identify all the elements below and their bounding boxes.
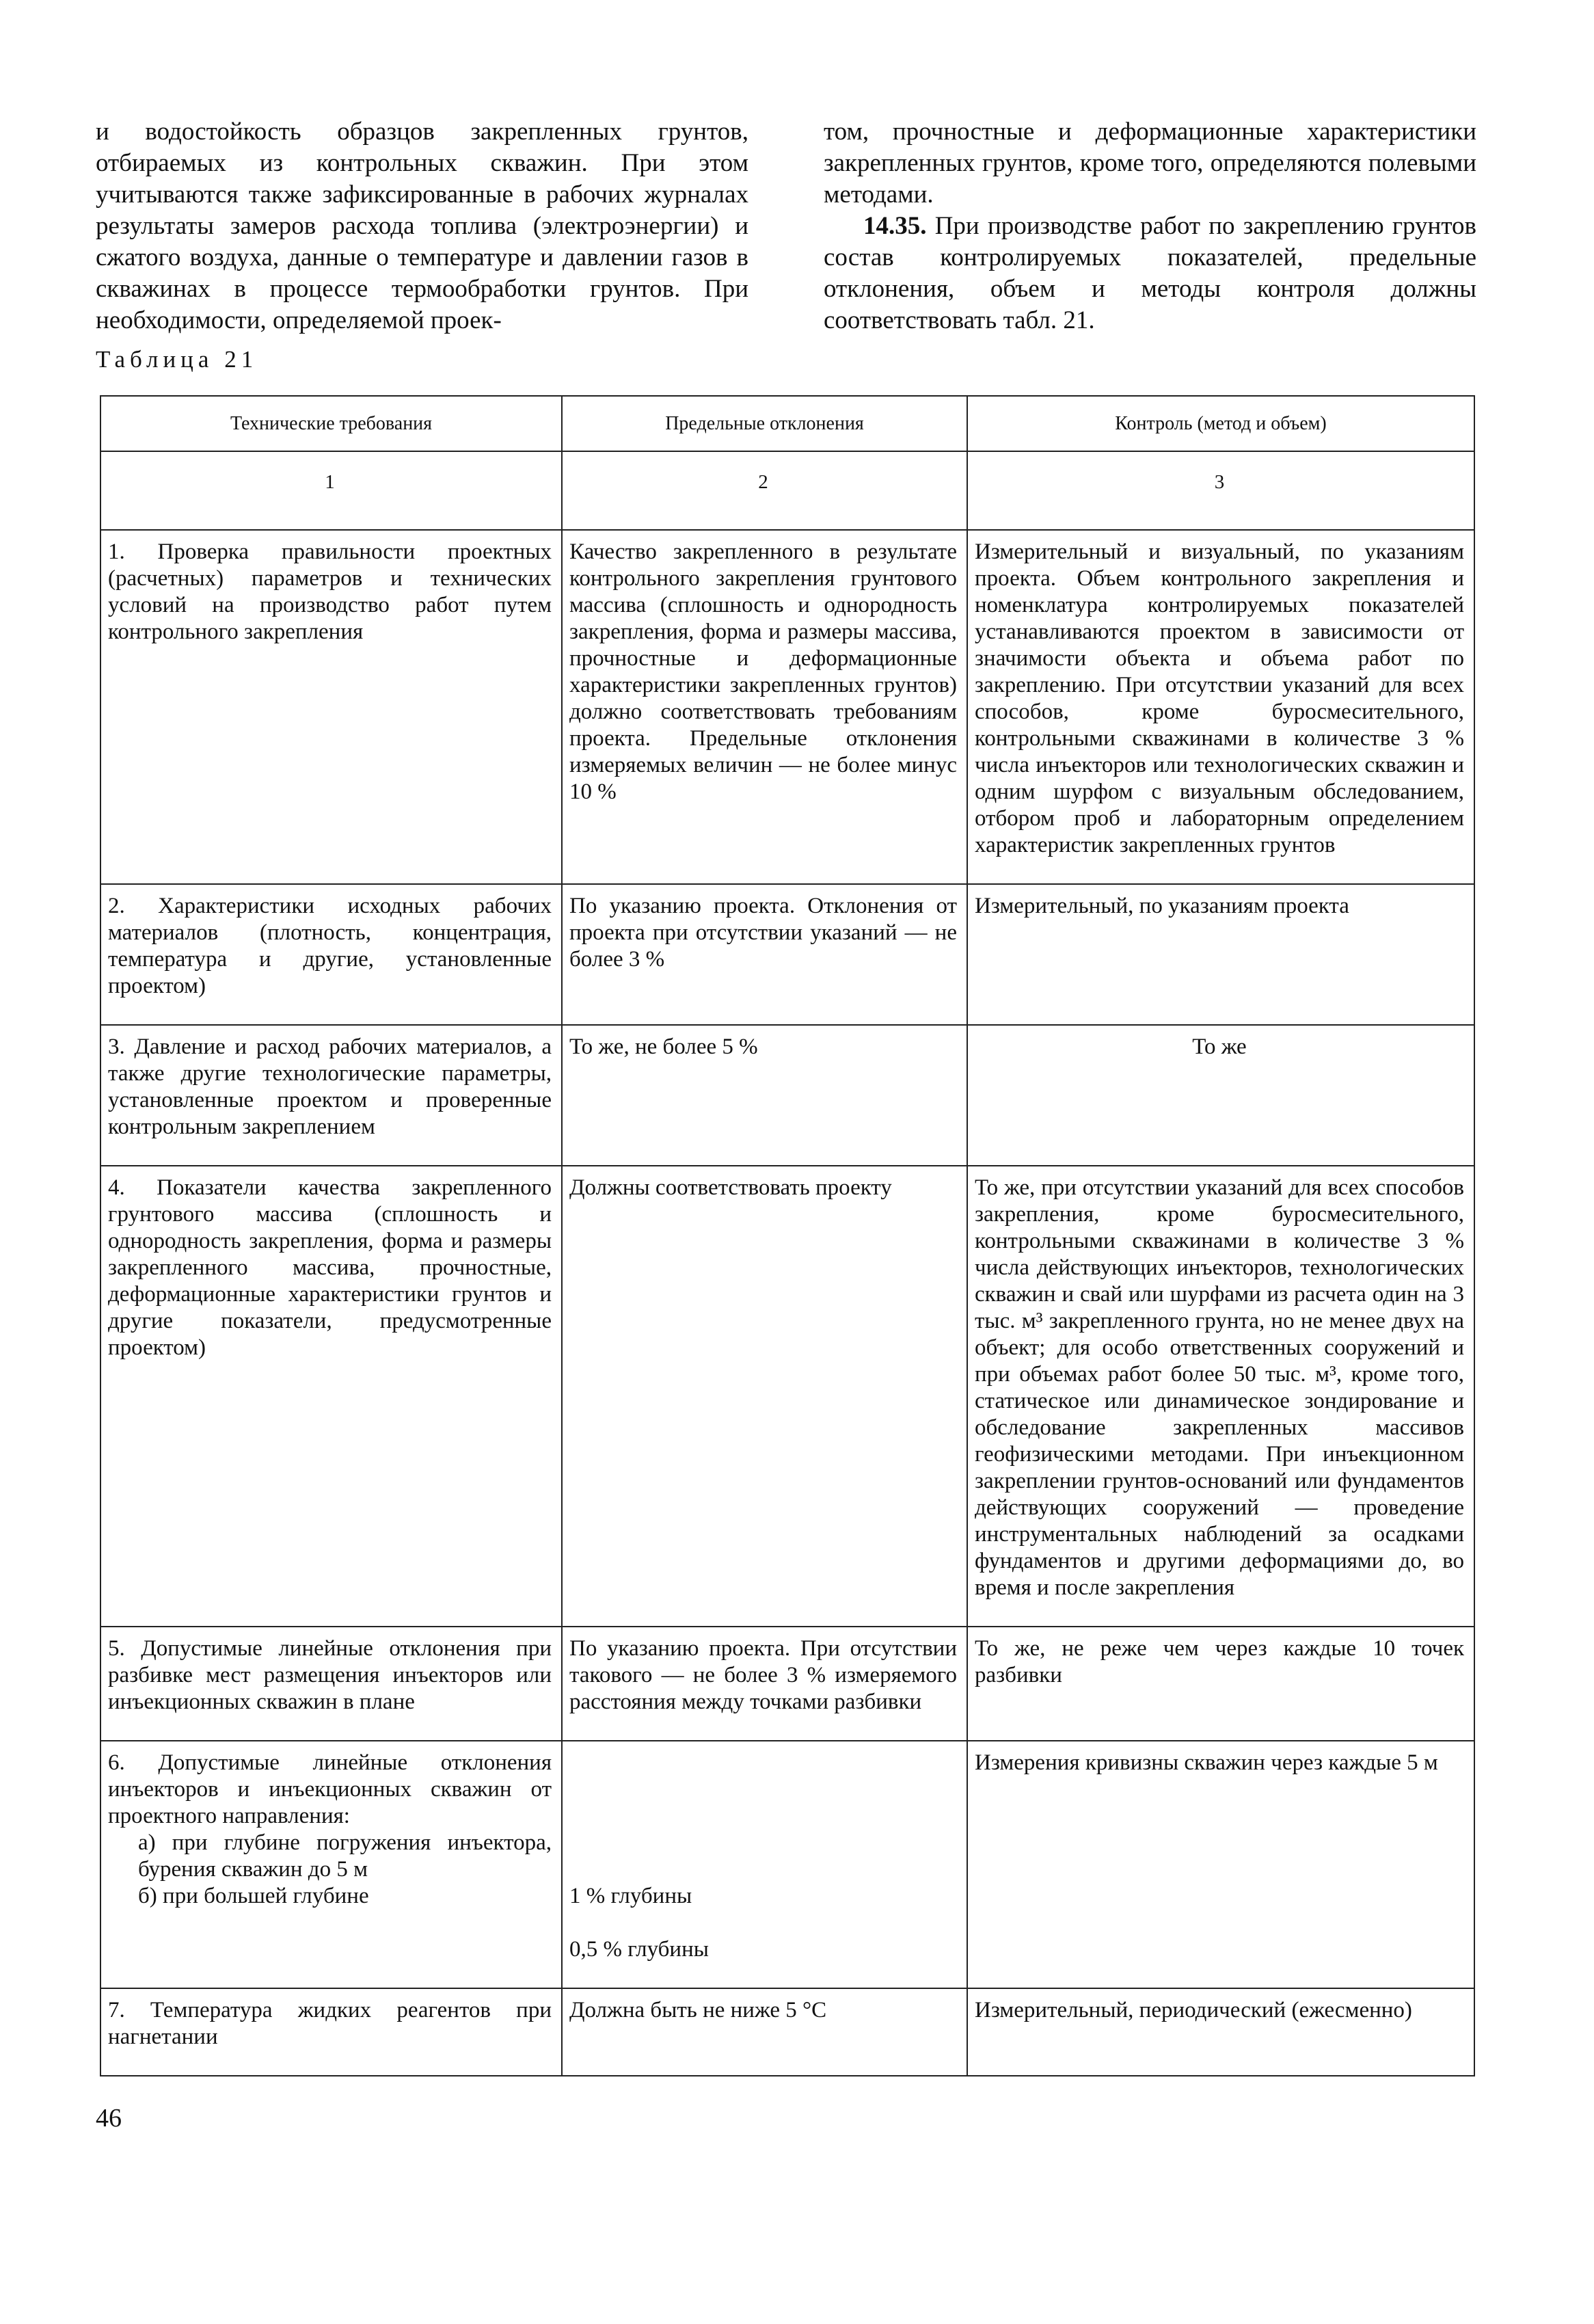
deviation-spacer bbox=[569, 1750, 957, 1883]
requirement-cell: 4. Показатели качества закрепленного грунтового массива (сплошность и однородность закрепления, форма и размеры закрепленного массива, прочностные, деформационные характеристики грунтов и другие показатели, предусмотренные проектом) bbox=[100, 1166, 562, 1627]
control-cell: То же, не реже чем через каждые 10 точек разбивки bbox=[967, 1627, 1474, 1741]
requirements-table bbox=[100, 395, 1475, 2076]
requirement-sub-b: б) при большей глубине bbox=[138, 1884, 369, 1908]
intro-right-column bbox=[824, 116, 1476, 336]
control-cell: То же bbox=[967, 1025, 1474, 1166]
deviation-cell bbox=[562, 1741, 967, 1988]
deviation-cell: По указанию проекта. При отсутствии такового — не более 3 % измеряемого расстояния между точками разбивки bbox=[562, 1627, 967, 1741]
table-header-row bbox=[100, 396, 1474, 451]
requirement-cell: 1. Проверка правильности проектных (расчетных) параметров и технических условий на производство работ путем контрольного закрепления bbox=[100, 530, 562, 884]
intro-left-column bbox=[96, 116, 748, 336]
deviation-cell: Должны соответствовать проекту bbox=[562, 1166, 967, 1627]
deviation-cell: Качество закрепленного в результате контрольного закрепления грунтового массива (сплошность и однородность закрепления, форма и размеры массива, прочностные и деформационные характеристики закрепленных грунтов) должно соответствовать требованиям проекта. Предельные отклонения измеряемых величин — не более минус 10 % bbox=[562, 530, 967, 884]
column-number-row bbox=[100, 451, 1474, 530]
requirement-cell bbox=[100, 1741, 562, 1988]
header-deviations: Предельные отклонения bbox=[562, 396, 967, 451]
control-cell: То же, при отсутствии указаний для всех способов закрепления, кроме буросмесительного, контрольными скважинами в количестве 3 % числа действующих инъекторов, технологических скважин и свай или шурфами из расчета один на 3 тыс. м³ закрепленного грунта, но не менее двух на объект; для особо ответственных сооружений и при объемах работ более 50 тыс. м³, кроме того, статическое или динамическое зондирование и обследование закрепленных массивов геофизическими методами. При инъекционном закреплении грунтов-оснований или фундаментов действующих сооружений — проведение инструментальных наблюдений за осадками фундаментов и другими деформациями до, во время и после закрепления bbox=[967, 1166, 1474, 1627]
deviation-cell: Должна быть не ниже 5 °С bbox=[562, 1988, 967, 2076]
deviation-sub-a: 1 % глубины bbox=[569, 1884, 692, 1908]
deviation-cell: То же, не более 5 % bbox=[562, 1025, 967, 1166]
header-requirements: Технические требования bbox=[100, 396, 562, 451]
column-number: 3 bbox=[967, 451, 1474, 530]
control-cell: Измерительный, периодический (ежесменно) bbox=[967, 1988, 1474, 2076]
requirement-cell: 2. Характеристики исходных рабочих материалов (плотность, концентрация, температура и другие, установленные проектом) bbox=[100, 884, 562, 1025]
table-caption: Таблица 21 bbox=[96, 346, 258, 373]
deviation-cell: По указанию проекта. Отклонения от проекта при отсутствии указаний — не более 3 % bbox=[562, 884, 967, 1025]
column-number: 1 bbox=[100, 451, 562, 530]
clause-text: При производстве работ по закреплению грунтов состав контролируемых показателей, предельные отклонения, объем и методы контроля должны соответствовать табл. 21. bbox=[824, 212, 1476, 334]
clause-14-35 bbox=[824, 211, 1476, 336]
requirement-cell: 3. Давление и расход рабочих материалов, а также другие технологические параметры, установленные проектом и проверенные контрольным закреплением bbox=[100, 1025, 562, 1166]
table-row bbox=[100, 530, 1474, 884]
page-number: 46 bbox=[96, 2104, 122, 2133]
table-row bbox=[100, 1741, 1474, 1988]
table-row bbox=[100, 1025, 1474, 1166]
table-row bbox=[100, 884, 1474, 1025]
control-cell: Измерительный и визуальный, по указаниям проекта. Объем контрольного закрепления и номенклатура контролируемых показателей устанавливаются проектом в зависимости от значимости объекта и объема работ по закреплению. При отсутствии указаний для всех способов, кроме буросмесительного, контрольными скважинами в количестве 3 % числа инъекторов или технологических скважин и одним шурфом с визуальным обследованием, отбором проб и лабораторным определением характеристик закрепленных грунтов bbox=[967, 530, 1474, 884]
requirement-sub-a: а) при глубине погружения инъектора, бурения скважин до 5 м bbox=[138, 1830, 552, 1882]
header-control: Контроль (метод и объем) bbox=[967, 396, 1474, 451]
intro-left-paragraph: и водостойкость образцов закрепленных грунтов, отбираемых из контрольных скважин. При этом учитываются также зафиксированные в рабочих журналах результаты замеров расхода топлива (электроэнергии) и сжатого воздуха, данные о температуре и давлении газов в скважинах в процессе термообработки грунтов. При необходимости, определяемой проек- bbox=[96, 118, 748, 334]
table-row bbox=[100, 1988, 1474, 2076]
table-row bbox=[100, 1627, 1474, 1741]
deviation-sub-b: 0,5 % глубины bbox=[569, 1937, 709, 1962]
table-row bbox=[100, 1166, 1474, 1627]
requirement-cell: 7. Температура жидких реагентов при нагнетании bbox=[100, 1988, 562, 2076]
requirement-cell: 5. Допустимые линейные отклонения при разбивке мест размещения инъекторов или инъекционных скважин в плане bbox=[100, 1627, 562, 1741]
intro-text bbox=[96, 116, 1476, 336]
clause-number: 14.35. bbox=[863, 212, 927, 240]
control-cell: Измерительный, по указаниям проекта bbox=[967, 884, 1474, 1025]
control-cell: Измерения кривизны скважин через каждые 5 м bbox=[967, 1741, 1474, 1988]
column-number: 2 bbox=[562, 451, 967, 530]
intro-right-paragraph: том, прочностные и деформационные характеристики закрепленных грунтов, кроме того, определяются полевыми методами. bbox=[824, 118, 1476, 209]
requirement-text: 6. Допустимые линейные отклонения инъекторов и инъекционных скважин от проектного направления: bbox=[108, 1750, 552, 1828]
